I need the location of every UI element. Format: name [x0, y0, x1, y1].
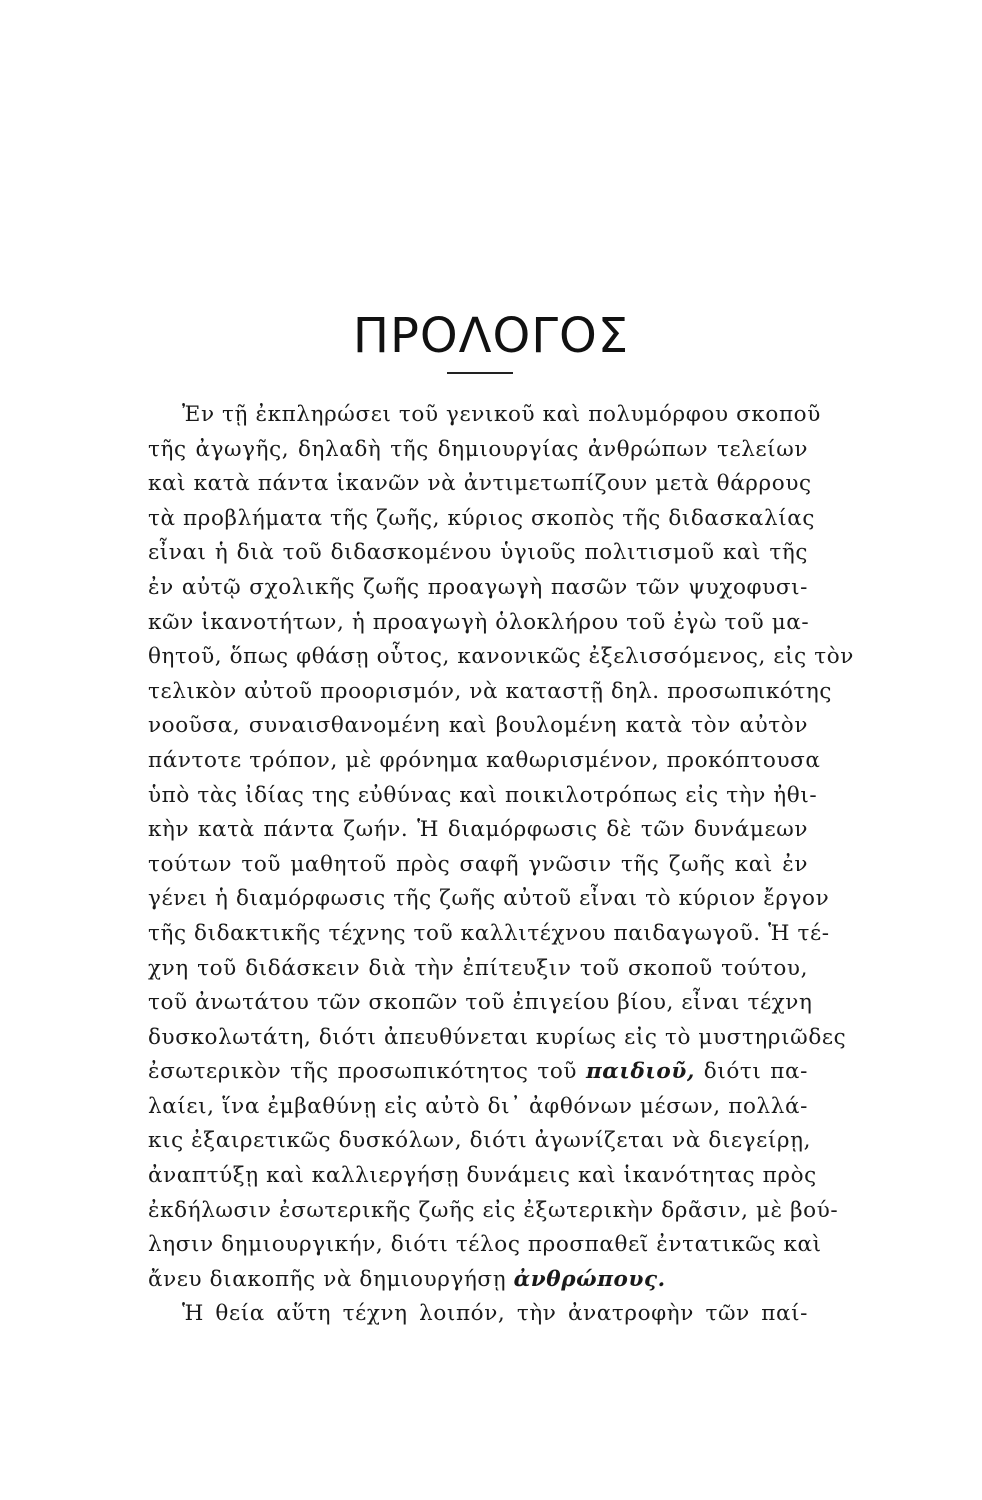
- text-line: κὴν κατὰ πάντα ζωήν. Ἡ διαμόρφωσις δὲ τῶν δυνάμεων: [148, 817, 808, 843]
- title-underline-rule: [447, 372, 513, 374]
- page-title: ΠΡΟΛΟΓΟΣ: [352, 308, 630, 364]
- emphasized-word: παιδιοῦ,: [585, 1059, 695, 1085]
- text-line: τῆς ἀγωγῆς, δηλαδὴ τῆς δημιουργίας ἀνθρώπων τελείων: [148, 436, 808, 462]
- text-line: ἀναπτύξῃ καὶ καλλιεργήσῃ δυνάμεις καὶ ἱκανότητας πρὸς: [148, 1163, 817, 1189]
- text-line: νοοῦσα, συναισθανομένη καὶ βουλομένη κατὰ τὸν αὐτὸν: [148, 713, 808, 739]
- text-line: κις ἐξαιρετικῶς δυσκόλων, διότι ἀγωνίζεται νὰ διεγείρῃ,: [148, 1128, 812, 1154]
- text-segment: ἄνευ διακοπῆς νὰ δημιουργήσῃ: [148, 1266, 507, 1292]
- body-text: [148, 398, 854, 1332]
- text-line: δυσκολωτάτη, διότι ἀπευθύνεται κυρίως εἰς τὸ μυστηριῶδες: [148, 1024, 847, 1050]
- text-line: τούτων τοῦ μαθητοῦ πρὸς σαφῆ γνῶσιν τῆς ζωῆς καὶ ἐν: [148, 851, 808, 877]
- text-line: πάντοτε τρόπον, μὲ φρόνημα καθωρισμένον, προκόπτουσα: [148, 747, 821, 773]
- text-line: λαίει, ἵνα ἐμβαθύνῃ εἰς αὐτὸ δι᾽ ἀφθόνων μέσων, πολλά-: [148, 1093, 808, 1119]
- text-line: [148, 1263, 808, 1298]
- text-line: θητοῦ, ὅπως φθάσῃ οὗτος, κανονικῶς ἐξελισσόμενος, εἰς τὸν: [148, 644, 854, 670]
- text-line: τὰ προβλήματα τῆς ζωῆς, κύριος σκοπὸς τῆς διδασκαλίας: [148, 505, 816, 531]
- text-line: λησιν δημιουργικήν, διότι τέλος προσπαθεῖ ἐντατικῶς καὶ: [148, 1232, 822, 1258]
- text-line: τελικὸν αὐτοῦ προορισμόν, νὰ καταστῇ δηλ. προσωπικότης: [148, 678, 833, 704]
- text-line: τῆς διδακτικῆς τέχνης τοῦ καλλιτέχνου παιδαγωγοῦ. Ἡ τέ-: [148, 920, 830, 946]
- text-line: ἐκδήλωσιν ἐσωτερικῆς ζωῆς εἰς ἐξωτερικὴν δρᾶσιν, μὲ βού-: [148, 1197, 839, 1223]
- text-line: ἐν αὐτῷ σχολικῆς ζωῆς προαγωγὴ πασῶν τῶν ψυχοφυσι-: [148, 574, 808, 600]
- text-line: χνη τοῦ διδάσκειν διὰ τὴν ἐπίτευξιν τοῦ σκοποῦ τούτου,: [148, 955, 808, 981]
- text-line: Ἐν τῇ ἐκπληρώσει τοῦ γενικοῦ καὶ πολυμόρφου σκοποῦ: [182, 402, 821, 427]
- text-line: Ἡ θεία αὕτη τέχνη λοιπόν, τὴν ἀνατροφὴν τῶν παί-: [182, 1301, 808, 1327]
- text-line: κῶν ἱκανοτήτων, ἡ προαγωγὴ ὁλοκλήρου τοῦ ἐγὼ τοῦ μα-: [148, 609, 810, 635]
- text-segment: ἐσωτερικὸν τῆς προσωπικότητος τοῦ: [148, 1059, 578, 1085]
- emphasized-word: ἀνθρώπους.: [513, 1266, 666, 1292]
- text-line: τοῦ ἀνωτάτου τῶν σκοπῶν τοῦ ἐπιγείου βίου, εἶναι τέχνη: [148, 990, 813, 1016]
- text-line: καὶ κατὰ πάντα ἱκανῶν νὰ ἀντιμετωπίζουν μετὰ θάρρους: [148, 471, 812, 497]
- text-line: [148, 1055, 808, 1090]
- text-line: ὑπὸ τὰς ἰδίας της εὐθύνας καὶ ποικιλοτρόπως εἰς τὴν ἠθι-: [148, 782, 818, 808]
- text-segment: διότι πα-: [703, 1059, 809, 1085]
- text-line: γένει ἡ διαμόρφωσις τῆς ζωῆς αὐτοῦ εἶναι τὸ κύριον ἔργον: [148, 886, 830, 912]
- text-line: εἶναι ἡ διὰ τοῦ διδασκομένου ὑγιοῦς πολιτισμοῦ καὶ τῆς: [148, 540, 808, 566]
